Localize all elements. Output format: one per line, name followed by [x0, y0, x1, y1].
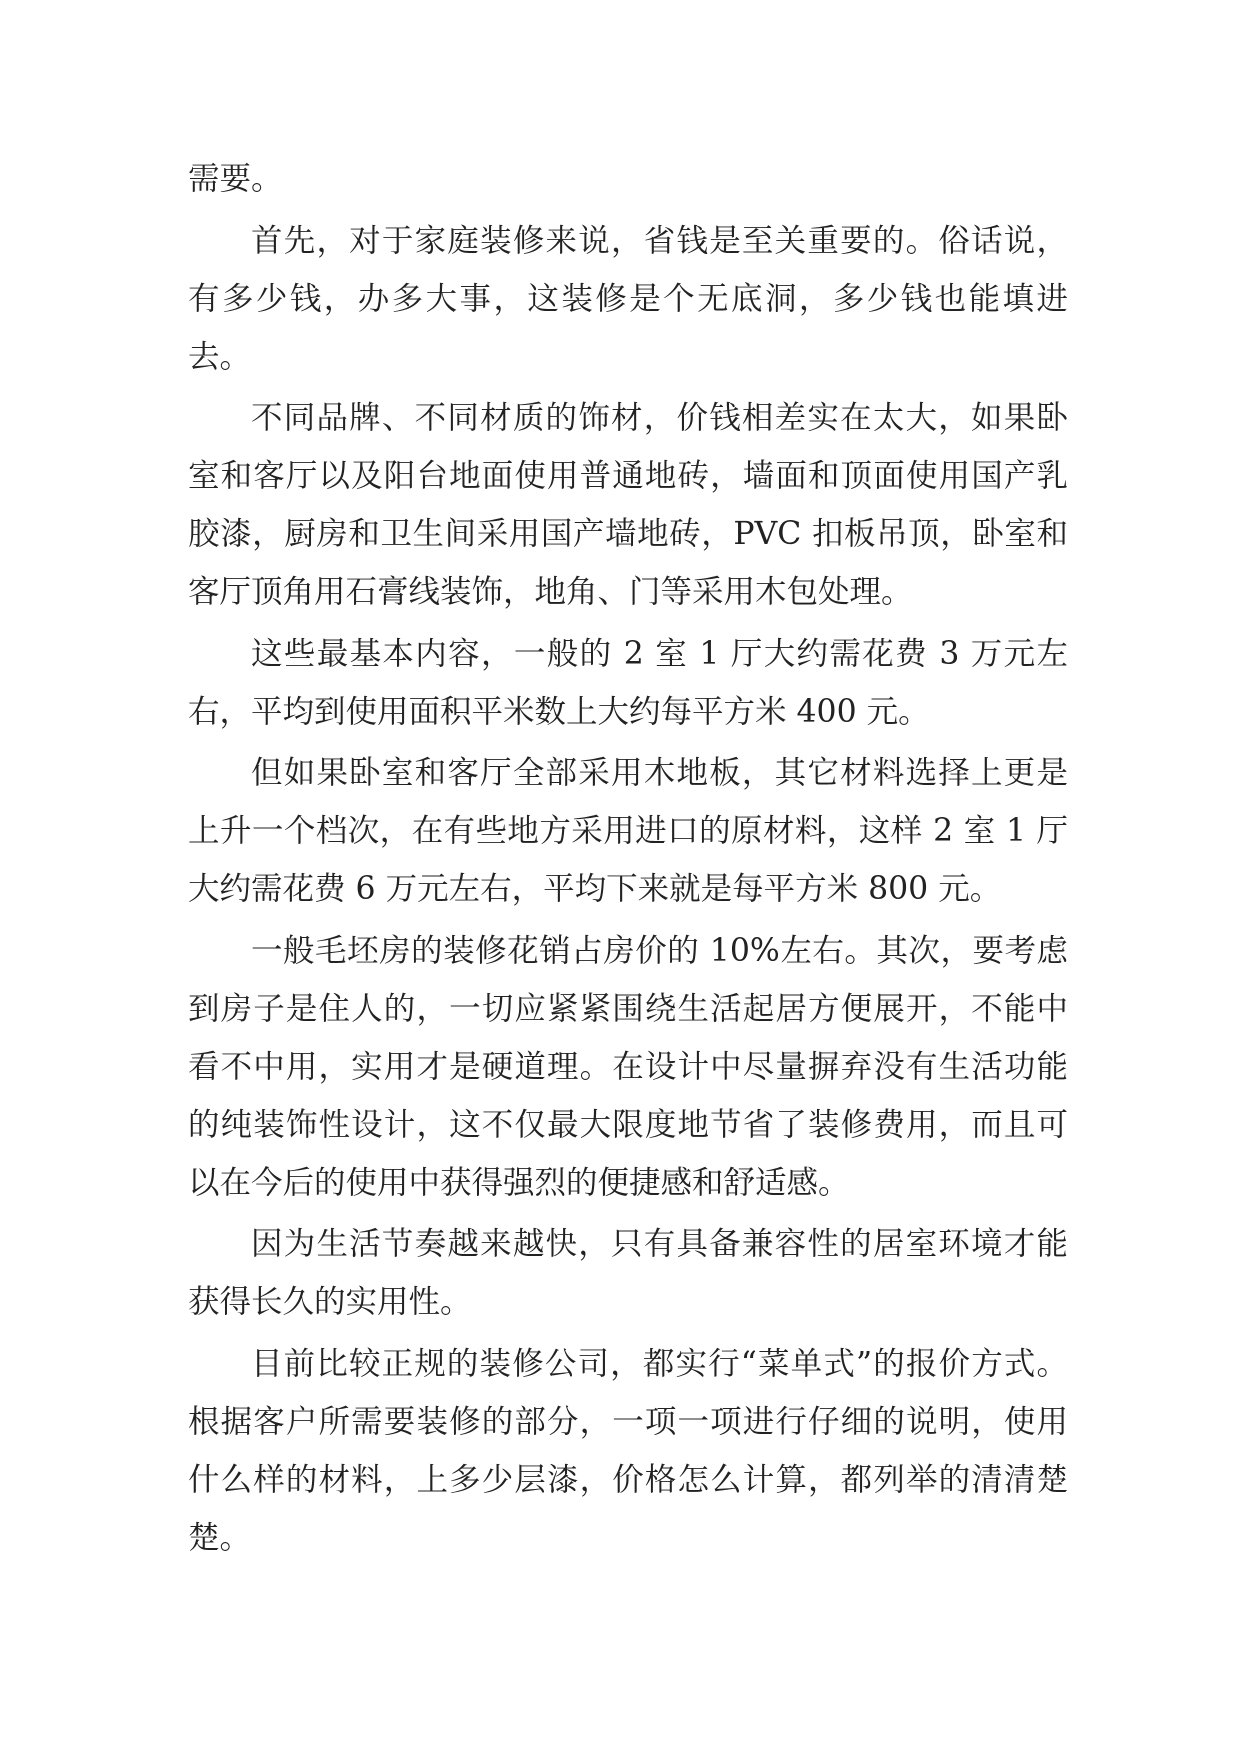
paragraph-continuation: 需要。: [188, 161, 283, 197]
paragraph-saving-money: 首先，对于家庭装修来说，省钱是至关重要的。俗话说，有多少钱，办多大事，这装修是个无底洞，多少钱也能填进去。: [188, 222, 1068, 375]
paragraph-basic-cost: 这些最基本内容，一般的 2 室 1 厅大约需花费 3 万元左右，平均到使用面积平米数上大约每平方米 400 元。: [188, 635, 1068, 730]
paragraph-compatibility: 因为生活节奏越来越快，只有具备兼容性的居室环境才能获得长久的实用性。: [188, 1226, 1068, 1320]
document-body: [188, 150, 1068, 1570]
paragraph-materials: 不同品牌、不同材质的饰材，价钱相差实在太大，如果卧室和客厅以及阳台地面使用普通地砖，墙面和顶面使用国产乳胶漆，厨房和卫生间采用国产墙地砖，PVC 扣板吊顶，卧室和客厅顶角用石膏线装饰，地角、门等采用木包处理。: [188, 400, 1068, 610]
paragraph-upgraded-cost: 但如果卧室和客厅全部采用木地板，其它材料选择上更是上升一个档次，在有些地方采用进口的原材料，这样 2 室 1 厅大约需花费 6 万元左右，平均下来就是每平方米 800 元。: [188, 755, 1068, 907]
paragraph-practicality: 一般毛坯房的装修花销占房价的 10%左右。其次，要考虑到房子是住人的，一切应紧紧围绕生活起居方便展开，不能中看不中用，实用才是硬道理。在设计中尽量摒弃没有生活功能的纯装饰性设计，这不仅最大限度地节省了装修费用，而且可以在今后的使用中获得强烈的便捷感和舒适感。: [188, 932, 1068, 1201]
paragraph-menu-pricing: 目前比较正规的装修公司，都实行“菜单式”的报价方式。根据客户所需要装修的部分，一项一项进行仔细的说明，使用什么样的材料，上多少层漆，价格怎么计算，都列举的清清楚楚。: [188, 1345, 1068, 1556]
